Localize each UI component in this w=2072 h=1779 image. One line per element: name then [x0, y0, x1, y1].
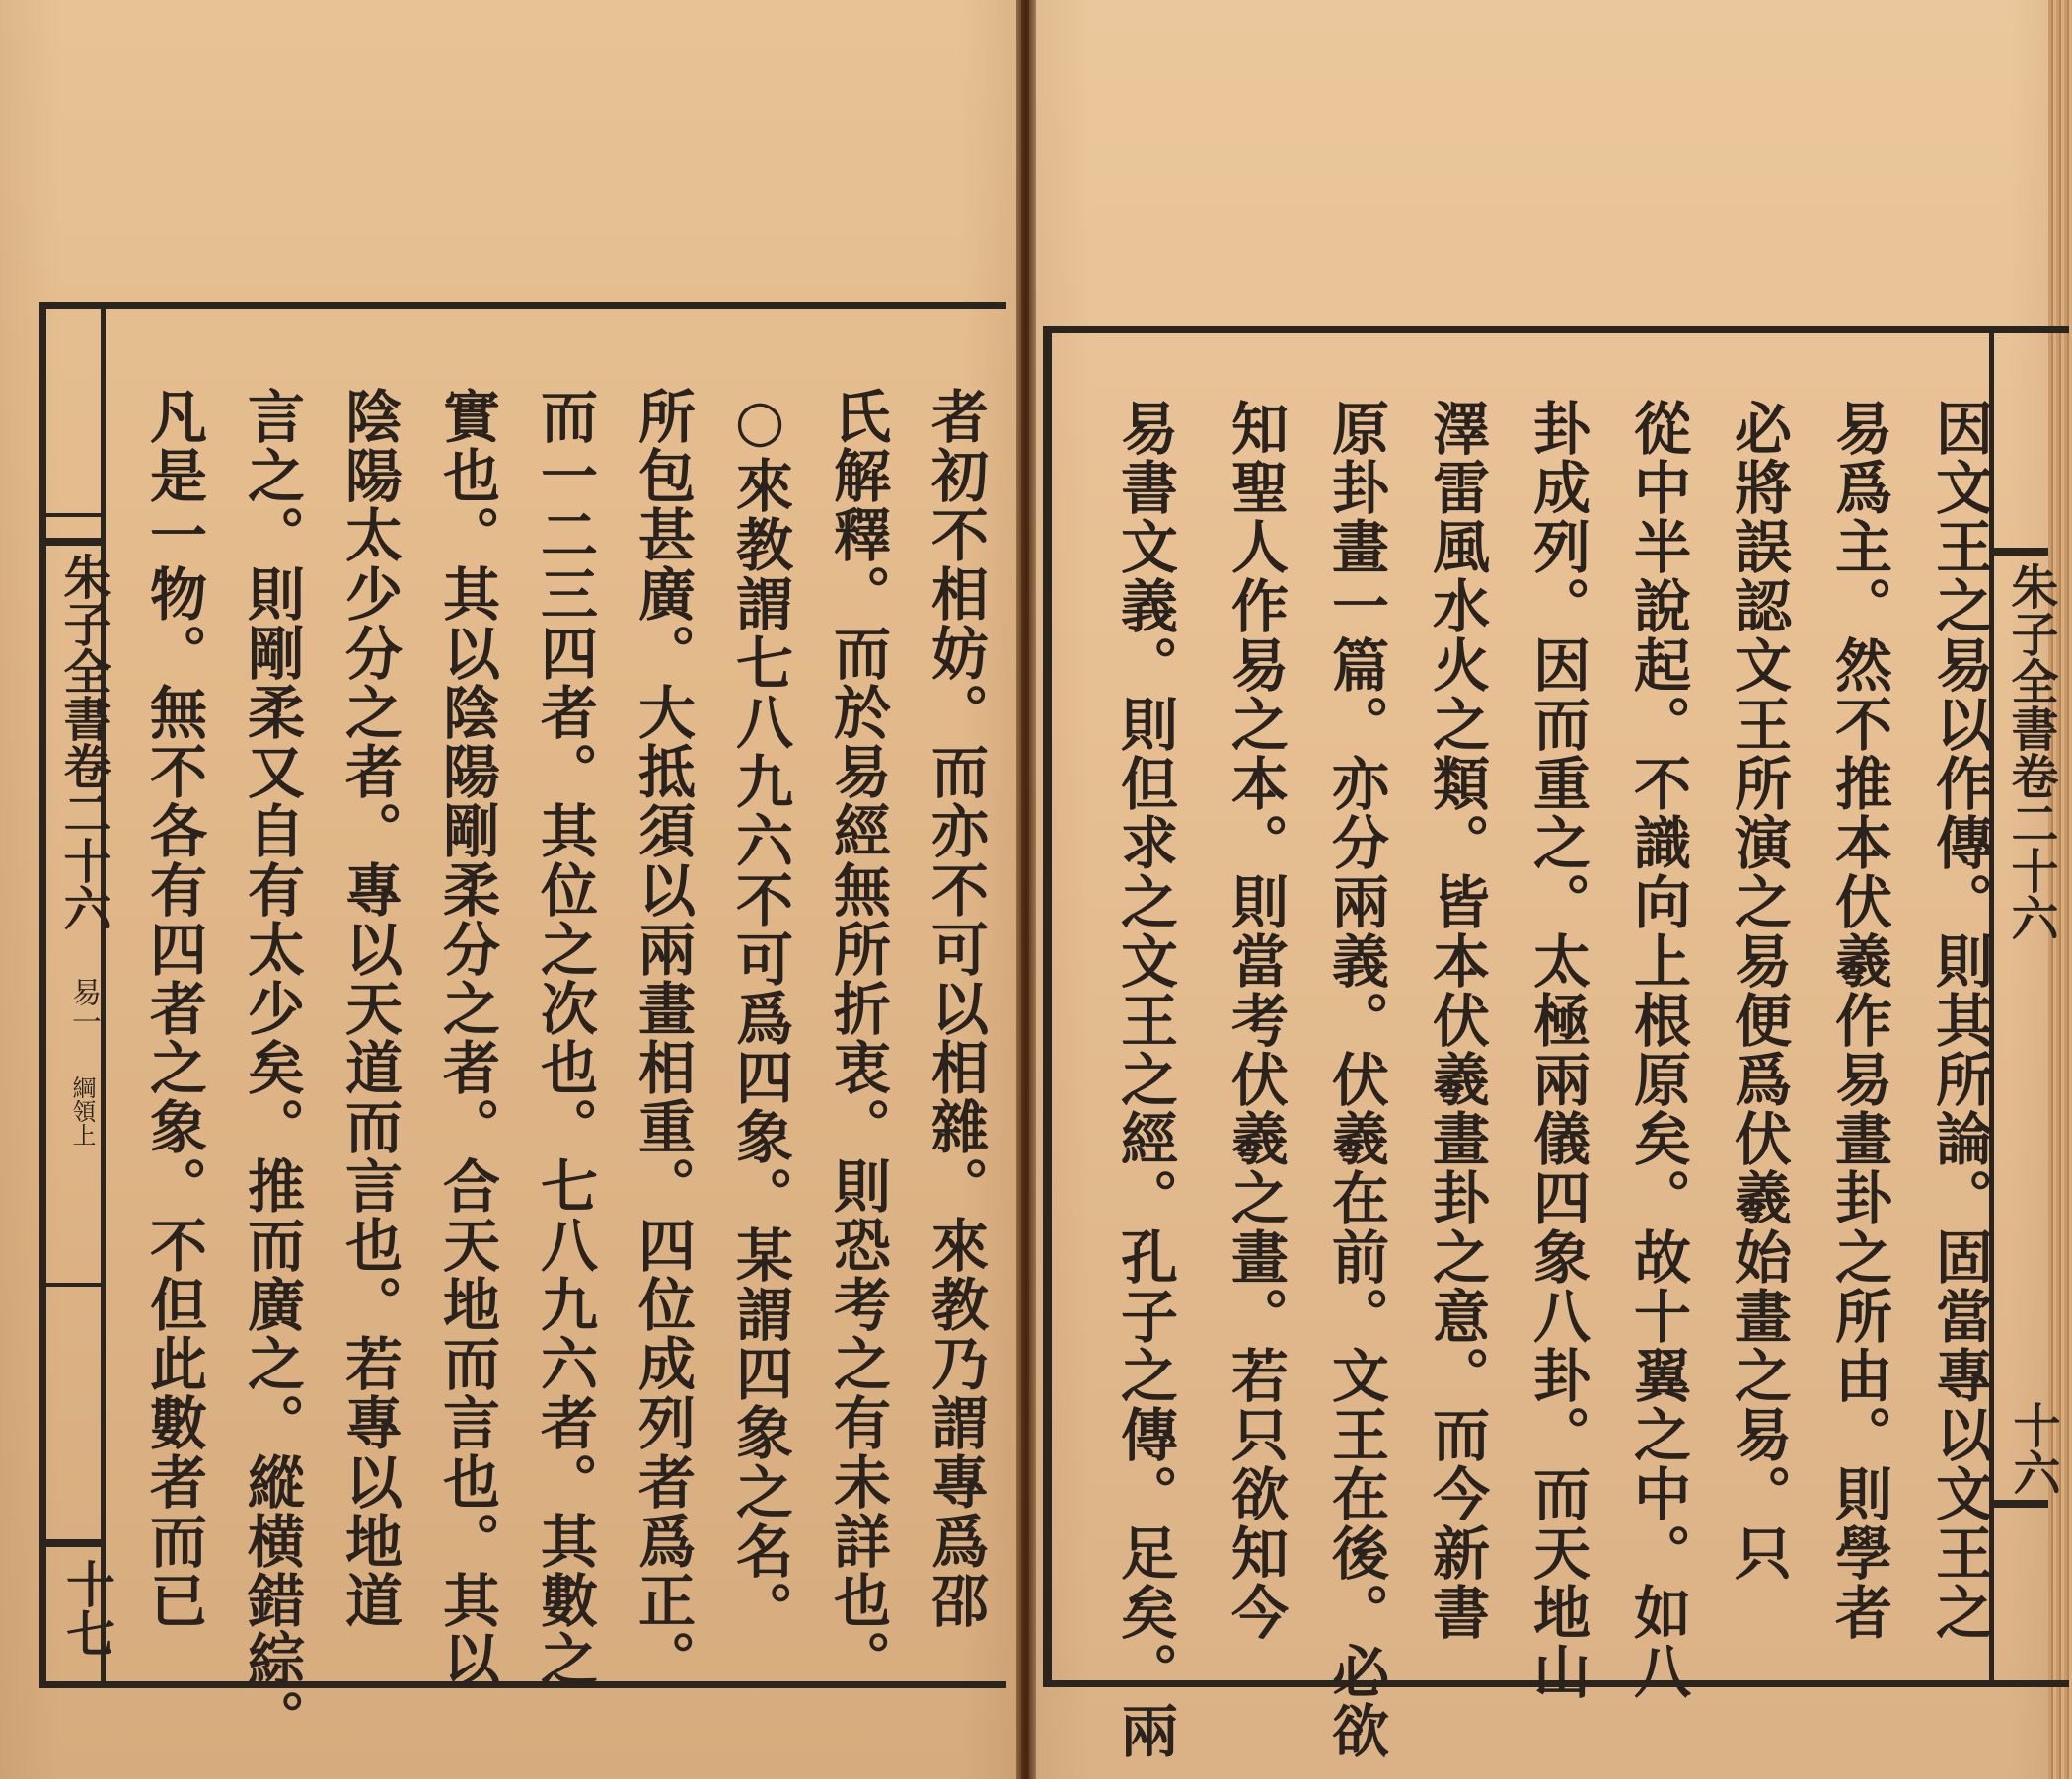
left-fishtail-lower — [46, 1539, 101, 1547]
right-text-column: 卦成列。因而重之。太極兩儀四象八卦。而天地山 — [1523, 399, 1591, 1701]
right-text-column: 澤雷風水火之類。皆本伏羲畫卦之意。而今新書 — [1423, 399, 1490, 1642]
left-text-column: 而一二三四者。其位之次也。七八九六者。其數之 — [531, 387, 598, 1689]
right-text-column: 從中半說起。不識向上根原矣。故十翼之中。如八 — [1624, 399, 1691, 1701]
left-text-column: 陰陽太少分之者。專以天道而言也。若專以地道 — [335, 387, 403, 1630]
right-fishtail-upper — [1994, 548, 2048, 556]
book-gutter — [1016, 0, 1036, 1779]
left-text-column: 言之。則剛柔又自有太少矣。推而廣之。縱横錯綜。 — [238, 387, 305, 1748]
left-text-column: 者初不相妨。而亦不可以相雜。來教乃謂專爲邵 — [922, 387, 989, 1630]
left-text-column: 所包甚廣。大抵須以兩畫相重。四位成列者爲正。 — [629, 387, 696, 1689]
left-subsection-label: 綱領上 — [68, 1075, 96, 1147]
right-margin-title: 朱子全書卷二十六 — [2003, 562, 2058, 941]
right-text-column: 原卦畫一篇。亦分兩義。伏羲在前。文王在後。必欲 — [1322, 399, 1389, 1760]
left-margin-title: 朱子全書卷二十六 — [55, 553, 111, 931]
left-text-column: 實也。其以陰陽剛柔分之者。合天地而言也。其以 — [433, 387, 500, 1689]
left-page-number: 十七 — [58, 1559, 116, 1658]
left-margin-rule-top — [46, 513, 101, 517]
left-text-column: 凡是一物。無不各有四者之象。不但此數者而已 — [140, 387, 207, 1630]
right-fishtail-lower — [1994, 1500, 2048, 1508]
left-text-column: ○來教謂七八九六不可爲四象。某謂四象之名。 — [726, 387, 793, 1640]
left-margin-rule-bottom — [46, 1283, 101, 1287]
left-section-label: 易一 — [66, 977, 101, 1036]
right-text-column: 因文王之易以作傳。則其所論。固當專以文王之 — [1926, 399, 1993, 1642]
right-text-column: 易書文義。則但求之文王之經。孔子之傳。足矣。兩 — [1111, 399, 1178, 1760]
right-text-column: 易爲主。然不推本伏羲作易畫卦之所由。則學者 — [1825, 399, 1892, 1642]
right-text-column: 知聖人作易之本。則當考伏羲之畫。若只欲知今 — [1221, 399, 1289, 1642]
left-fishtail-upper — [46, 538, 101, 546]
right-text-column: 必將誤認文王所演之易便爲伏羲始畫之易。只 — [1725, 399, 1792, 1583]
right-page-number: 十六 — [2005, 1401, 2060, 1496]
left-text-column: 氏解釋。而於易經無所折衷。則恐考之有未詳也。 — [824, 387, 891, 1689]
